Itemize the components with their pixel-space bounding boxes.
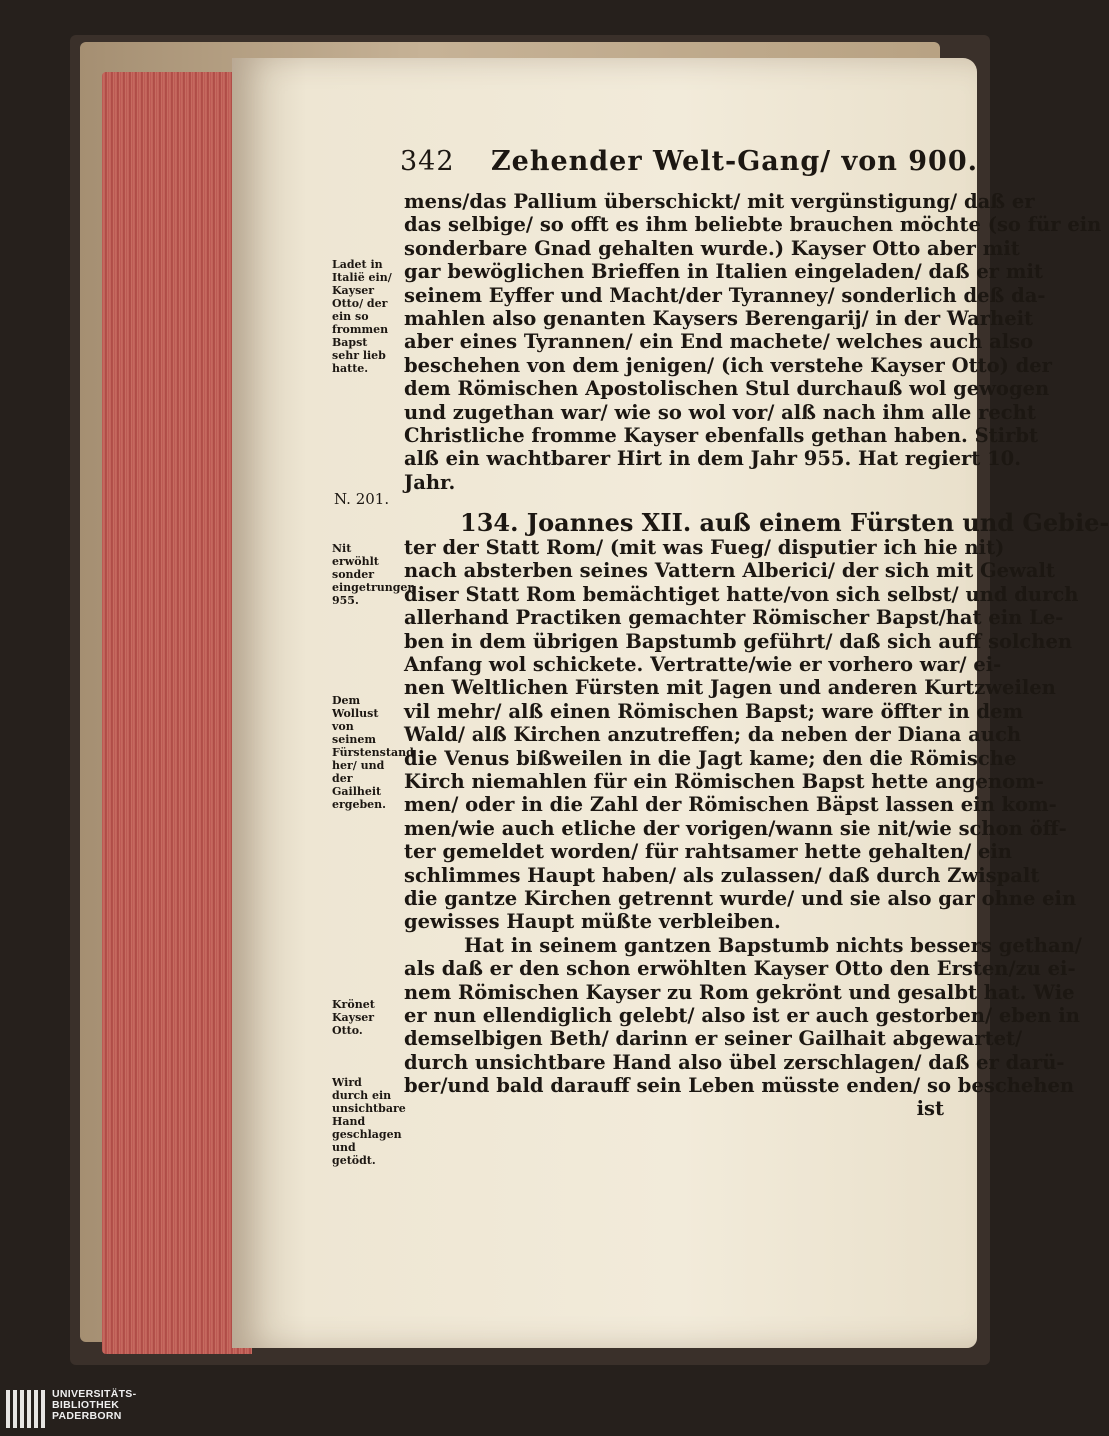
- text-line: allerhand Practiken gemachter Römischer Bapst/hat ein Le-: [404, 606, 1064, 630]
- text-line: mens/das Pallium überschickt/ mit vergünstigung/ daß er: [404, 190, 1035, 213]
- text-line: nen Weltlichen Fürsten mit Jagen und anderen Kurtzweilen: [404, 676, 1056, 700]
- text-line: er nun ellendiglich gelebt/ also ist er auch gestorben/ eben in: [404, 1003, 1080, 1027]
- library-name-line-2: BIBLIOTHEK: [52, 1399, 120, 1411]
- text-line: mahlen also genanten Kaysers Berengarij/ in der Warheit: [404, 306, 1034, 330]
- margin-note-1: Ladet in Italië ein/ Kayser Otto/ der ein so frommen Bapst sehr lieb hatte.: [332, 258, 392, 375]
- text-line: Hat in seinem gantzen Bapstumb nichts bessers gethan/: [464, 933, 1082, 957]
- catchword: ist: [916, 1097, 944, 1121]
- margin-note-5: Wird durch ein unsichtbare Hand geschlagen und getödt.: [332, 1076, 406, 1167]
- text-line: Jahr.: [404, 470, 456, 494]
- running-title: Zehender Welt-Gang/ von 900.: [490, 146, 979, 177]
- text-line: Christliche fromme Kayser ebenfalls gethan haben. Stirbt: [404, 423, 1038, 447]
- text-line: seinem Eyffer und Macht/der Tyranney/ sonderlich deß da-: [404, 283, 1046, 307]
- text-line: die gantze Kirchen getrennt wurde/ und sie also gar ohne ein: [404, 886, 1077, 910]
- section-heading-line: 134. Joannes XII. auß einem Fürsten und Gebie-: [460, 508, 1109, 538]
- text-line: nach absterben seines Vattern Alberici/ der sich mit Gewalt: [404, 559, 1055, 583]
- library-name: [52, 1389, 136, 1422]
- page-body: [404, 190, 1109, 1121]
- text-line: ter der Statt Rom/ (mit was Fueg/ disputier ich hie nit): [404, 536, 1005, 560]
- text-line: ber/und bald darauff sein Leben müsste enden/ so beschehen: [404, 1074, 1075, 1098]
- text-line: als daß er den schon erwöhlten Kayser Otto den Ersten/zu ei-: [404, 957, 1076, 981]
- text-line: und zugethan war/ wie so wol vor/ alß nach ihm alle recht: [404, 400, 1036, 424]
- library-logo-icon: [6, 1390, 48, 1428]
- margin-note-2: Nit erwöhlt sonder eingetrungen 955.: [332, 542, 416, 607]
- margin-number: N. 201.: [334, 490, 390, 508]
- text-line: Anfang wol schickete. Vertratte/wie er vorhero war/ ei-: [404, 653, 1002, 677]
- text-line: aber eines Tyrannen/ ein End machete/ welches auch also: [404, 330, 1034, 354]
- text-line: dem Römischen Apostolischen Stul durchauß wol gewogen: [404, 377, 1050, 401]
- page-number: 342: [400, 146, 455, 177]
- text-line: alß ein wachtbarer Hirt in dem Jahr 955. Hat regiert 10.: [404, 447, 1022, 471]
- margin-note-4: Krönet Kayser Otto.: [332, 998, 375, 1037]
- page-header: [400, 146, 978, 177]
- library-name-line-1: UNIVERSITÄTS-: [52, 1388, 137, 1400]
- text-line: vil mehr/ alß einen Römischen Bapst; ware öffter in dem: [404, 699, 1024, 723]
- text-line: ben in dem übrigen Bapstumb geführt/ daß sich auff solchen: [404, 629, 1073, 653]
- text-line: Wald/ alß Kirchen anzutreffen; da neben der Diana auch: [404, 723, 1021, 747]
- text-line: die Venus bißweilen in die Jagt kame; den die Römische: [404, 746, 1017, 770]
- text-line: gewisses Haupt müßte verbleiben.: [404, 910, 781, 934]
- footer-bar: [0, 1388, 1000, 1436]
- text-line: beschehen von dem jenigen/ (ich verstehe Kayser Otto) der: [404, 353, 1052, 377]
- page-edges: [102, 72, 252, 1354]
- text-line: men/ oder in die Zahl der Römischen Bäpst lassen ein kom-: [404, 793, 1057, 817]
- text-line: durch unsichtbare Hand also übel zerschlagen/ daß er darü-: [404, 1050, 1065, 1074]
- text-line: ter gemeldet worden/ für rahtsamer hette gehalten/ ein: [404, 840, 1012, 864]
- text-line: gar bewöglichen Brieffen in Italien eingeladen/ daß er mit: [404, 260, 1043, 284]
- text-line: sonderbare Gnad gehalten wurde.) Kayser Otto aber mit: [404, 236, 1020, 260]
- text-line: demselbigen Beth/ darinn er seiner Gailhait abgewartet/: [404, 1027, 1023, 1051]
- library-name-line-3: PADERBORN: [52, 1410, 122, 1422]
- text-line: diser Statt Rom bemächtiget hatte/von sich selbst/ und durch: [404, 582, 1079, 606]
- text-line: Kirch niemahlen für ein Römischen Bapst hette angenom-: [404, 769, 1044, 793]
- text-line: schlimmes Haupt haben/ als zulassen/ daß durch Zwispalt: [404, 863, 1040, 887]
- text-line: nem Römischen Kayser zu Rom gekrönt und gesalbt hat. Wie: [404, 980, 1075, 1004]
- margin-note-3: Dem Wollust von seinem Fürstenstand her/ und der Gailheit ergeben.: [332, 694, 414, 811]
- text-line: das selbige/ so offt es ihm beliebte brauchen möchte (so für ein: [404, 213, 1102, 237]
- text-line: men/wie auch etliche der vorigen/wann sie nit/wie schon öff-: [404, 816, 1067, 840]
